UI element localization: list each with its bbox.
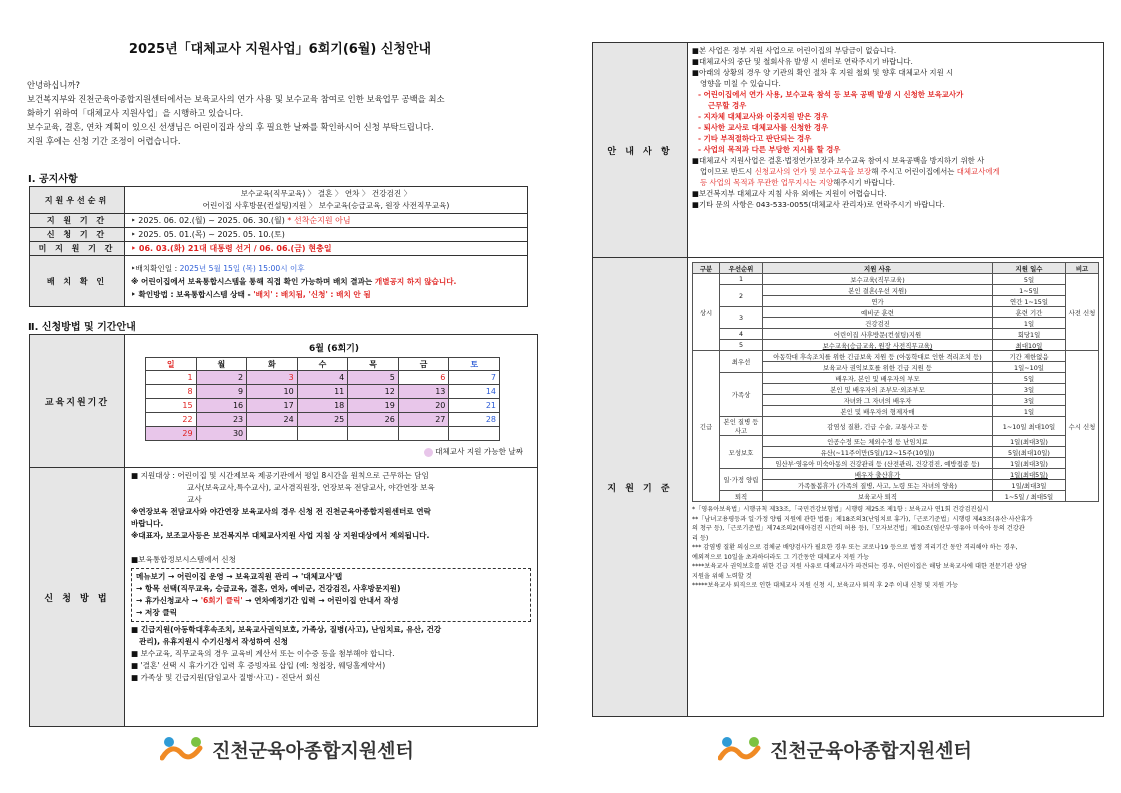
footnote-line: 예외적으로 10일을 초과하더라도 그 기간동안 대체교사 지원 가능 bbox=[692, 553, 870, 561]
days-cell: 1일 bbox=[993, 318, 1066, 329]
notice-reason: - 기타 부적절하다고 판단되는 경우 bbox=[698, 134, 812, 143]
priority-cell: 2 bbox=[720, 285, 763, 307]
edu-period-label: 교육지원기간 bbox=[30, 335, 125, 468]
calendar-day: 6 bbox=[398, 371, 449, 385]
group-cell: 일·가정 양립 bbox=[720, 469, 763, 491]
calendar-day: 2 bbox=[196, 371, 247, 385]
calendar-day bbox=[398, 427, 449, 441]
notice-line: ■아래의 상황의 경우 양 기관의 확인 절차 후 지원 철회 및 향후 대체교사 지원 시 bbox=[692, 68, 954, 77]
calendar-day: 22 bbox=[146, 413, 197, 427]
notice-line: ■대체교사의 중단 및 철회사유 발생 시 센터로 연락주시기 바랍니다. bbox=[692, 57, 913, 66]
calendar-day: 24 bbox=[247, 413, 298, 427]
legend-text: 대체교사 지원 가능한 날짜 bbox=[435, 447, 523, 456]
notice-emph: 신청교사의 연가 및 보수교육을 보장 bbox=[754, 167, 872, 176]
note-line: ※연장보육 전담교사와 야간연장 보육교사의 경우 신청 전 진천군육아종합지원센터로 연락 bbox=[131, 507, 431, 516]
calendar-day: 30 bbox=[196, 427, 247, 441]
priority-cell: 4 bbox=[720, 329, 763, 340]
reason-cell: 보육교사 퇴직 bbox=[763, 491, 993, 502]
days-cell: 훈련 기간 bbox=[993, 307, 1066, 318]
days-cell: 5일 bbox=[993, 373, 1066, 384]
priority-cell: 1 bbox=[720, 274, 763, 285]
priority-line: 어린이집 사후방문(컨설팅)지원 〉 보수교육(승급교육, 원장 사전직무교육) bbox=[202, 201, 450, 210]
days-cell: 1일/최대3일 bbox=[993, 480, 1066, 491]
days-cell: 5일(최대10일) bbox=[993, 447, 1066, 458]
days-cell: 1~5일 / 최대5일 bbox=[993, 491, 1066, 502]
group-cell: 최우선 bbox=[720, 351, 763, 373]
criteria-header: 우선순위 bbox=[720, 263, 763, 274]
period-text: 2025. 06. 02.(월) ~ 2025. 06. 30.(월) bbox=[138, 216, 285, 225]
days-cell: 연간 1~15일 bbox=[993, 296, 1066, 307]
intro-line: 안녕하십니까? bbox=[27, 80, 80, 90]
calendar-day: 13 bbox=[398, 385, 449, 399]
notice-table bbox=[29, 186, 528, 307]
days-cell: 최대10일 bbox=[993, 340, 1066, 351]
notice-line bbox=[692, 166, 1099, 177]
group-cell: 모성보호 bbox=[720, 436, 763, 469]
footnote-line: *****보육교사 퇴직으로 인한 대체교사 지원 신청 시, 보육교사 퇴직 후 2주 이내 신청 및 지원 가능 bbox=[692, 582, 959, 589]
reason-cell: 인공수정 또는 체외수정 등 난임치료 bbox=[763, 436, 993, 447]
category-urgent: 긴급 bbox=[693, 351, 720, 502]
confirm-text: 배치확인일 : bbox=[135, 263, 180, 273]
intro-line: 보건복지부와 진천군육아종합지원센터에서는 보육교사의 연가 사용 및 보수교육 참여로 인한 보육업무 공백을 최소 bbox=[27, 94, 445, 104]
calendar-day: 4 bbox=[297, 371, 348, 385]
calendar-day: 10 bbox=[247, 385, 298, 399]
calendar-day: 29 bbox=[146, 427, 197, 441]
weekday-header: 화 bbox=[247, 358, 298, 371]
calendar-day: 3 bbox=[247, 371, 298, 385]
weekday-header: 목 bbox=[348, 358, 399, 371]
days-cell: 1~5일 bbox=[993, 285, 1066, 296]
footnote-line: 지원을 위해 노력할 것 bbox=[692, 572, 752, 580]
period-label: 지 원 기 간 bbox=[30, 214, 125, 228]
criteria-table bbox=[692, 262, 1099, 502]
criteria-header: 구분 bbox=[693, 263, 720, 274]
weekday-header: 토 bbox=[449, 358, 500, 371]
step-line: → 항목 선택(직무교육, 승급교육, 결혼, 연차, 예비군, 건강검진, 사후방문지원) bbox=[136, 584, 401, 593]
days-cell: 1일 bbox=[993, 406, 1066, 417]
priority-value bbox=[125, 187, 528, 214]
notice-line: ■기타 문의 사항은 043-533-0055(대체교사 관리자)로 연락주시기 바랍니다. bbox=[692, 200, 945, 209]
confirm-date: 2025년 5월 15일 (목) 15:00시 이후 bbox=[179, 263, 305, 273]
note-anytime: 수시 신청 bbox=[1066, 351, 1099, 502]
criteria-header: 비고 bbox=[1066, 263, 1099, 274]
footnote-line: *** 감염병 질환 의심으로 검체균 배양검사가 필요한 경우 또는 코로나19 등으로 법정 격리기간 동안 격리해야 하는 경우, bbox=[692, 544, 1018, 551]
calendar-day: 23 bbox=[196, 413, 247, 427]
calendar-day: 27 bbox=[398, 413, 449, 427]
step-line bbox=[136, 595, 526, 607]
calendar-day: 19 bbox=[348, 399, 399, 413]
days-cell: 3일 bbox=[993, 395, 1066, 406]
section1-heading: Ⅰ. 공지사항 bbox=[28, 174, 78, 185]
confirm-emph: 개별공지 하지 않습니다. bbox=[374, 276, 457, 286]
center-logo-icon bbox=[718, 734, 764, 764]
right-table bbox=[592, 42, 1104, 717]
reason-cell: 보수교육(승급교육, 원장 사전직무교육) bbox=[763, 340, 993, 351]
center-logo bbox=[160, 734, 414, 764]
reason-cell: 예비군 훈련 bbox=[763, 307, 993, 318]
period-value: ‣ 2025. 06. 02.(월) ~ 2025. 06. 30.(월) * 선착순지원 아님 bbox=[125, 214, 528, 228]
notice-line: ■보건복지부 대체교사 지침 사유 외에는 지원이 어렵습니다. bbox=[692, 189, 887, 198]
center-logo-text: 진천군육아종합지원센터 bbox=[770, 739, 972, 762]
step-line: 메뉴보기 → 어린이집 운영 → 보육교직원 관리 → '대체교사'탭 bbox=[136, 572, 343, 581]
holiday-text: 06. 03.(화) 21대 대통령 선거 / 06. 06.(금) 현충일 bbox=[138, 244, 332, 253]
group-cell: 퇴직 bbox=[720, 491, 763, 502]
center-logo-text: 진천군육아종합지원센터 bbox=[212, 739, 414, 762]
footnote-line: 리 등) bbox=[692, 534, 709, 542]
notice-line: ■본 사업은 정부 지원 사업으로 어린이집의 부담금이 없습니다. bbox=[692, 46, 897, 55]
notice-emph: 등 사업의 목적과 무관한 업무지시는 지양 bbox=[700, 178, 834, 187]
footnotes bbox=[692, 505, 1099, 591]
criteria-header: 지원 일수 bbox=[993, 263, 1066, 274]
reason-cell: 가족돌봄휴가 (가족의 질병, 사고, 노령 또는 자녀의 양육) bbox=[763, 480, 993, 491]
method-table bbox=[29, 334, 538, 727]
calendar-day: 28 bbox=[449, 413, 500, 427]
priority-label: 지원우선순위 bbox=[30, 187, 125, 214]
intro-line: 지원 후에는 신청 기간 조정이 어렵습니다. bbox=[27, 136, 181, 146]
confirm-line bbox=[131, 275, 527, 288]
calendar-day: 20 bbox=[398, 399, 449, 413]
center-logo bbox=[718, 734, 972, 764]
intro-text bbox=[27, 78, 542, 148]
calendar-day bbox=[247, 427, 298, 441]
calendar-cell bbox=[125, 335, 538, 468]
calendar-day: 1 bbox=[146, 371, 197, 385]
priority-cell: 5 bbox=[720, 340, 763, 351]
days-cell: 1~10일 최대10일 bbox=[993, 417, 1066, 436]
notice-reason: - 어린이집에서 연가 사용, 보수교육 참석 등 보육 공백 발생 시 신청한 보육교사가 bbox=[698, 90, 964, 99]
target-line: 교사(보육교사,특수교사), 교사겸직원장, 연장보육 전담교사, 야간연장 보육 bbox=[187, 483, 435, 492]
target-line: ■ 지원대상 : 어린이집 및 시간제보육 제공기관에서 평일 8시간을 원칙으로 근무하는 담임 bbox=[131, 471, 429, 480]
apply-method-label: 신 청 방 법 bbox=[30, 468, 125, 727]
notice-reason: - 사업의 목적과 다른 부당한 지시를 할 경우 bbox=[698, 145, 841, 154]
priority-line: 보수교육(직무교육) 〉 결혼 〉 연차 〉 건강검진 〉 bbox=[240, 189, 412, 198]
notice-content bbox=[688, 43, 1104, 258]
calendar-legend bbox=[145, 446, 523, 457]
days-cell: 3일 bbox=[993, 384, 1066, 395]
reason-cell: 배우자, 본인 및 배우자의 부모 bbox=[763, 373, 993, 384]
step-text: → 휴가신청교사 → bbox=[136, 596, 199, 605]
step-line: → 저장 클릭 bbox=[136, 608, 177, 617]
holiday-label: 미 지 원 기 간 bbox=[30, 242, 125, 256]
reason-cell: 임산부·영유아 미숙아동의 건강관리 등 (산전관리, 건강검진, 예방접종 등) bbox=[763, 458, 993, 469]
reason-cell: 본인 및 배우자의 조부모·외조부모 bbox=[763, 384, 993, 395]
notice-emph: 대체교사에게 bbox=[956, 167, 1000, 176]
weekday-header: 월 bbox=[196, 358, 247, 371]
calendar-day bbox=[297, 427, 348, 441]
confirm-text: 확인방법 : 보육통합시스템 상태 - bbox=[138, 289, 254, 299]
confirm-label: 배 치 확 인 bbox=[30, 256, 125, 307]
days-cell: 1일~10일 bbox=[993, 362, 1066, 373]
reason-cell: 유산(~11주이만(5일)/12~15주(10일)) bbox=[763, 447, 993, 458]
step-text: → 연차예정기간 입력 → 어린이집 안내서 작성 bbox=[245, 596, 399, 605]
reason-cell: 감염성 질환, 긴급 수술, 교통사고 등 bbox=[763, 417, 993, 436]
calendar-day: 8 bbox=[146, 385, 197, 399]
reason-cell: 배우자 출산휴가 bbox=[763, 469, 993, 480]
calendar-day bbox=[348, 427, 399, 441]
calendar-day: 17 bbox=[247, 399, 298, 413]
reason-cell: 본인 및 배우자의 형제자매 bbox=[763, 406, 993, 417]
criteria-content bbox=[688, 258, 1104, 717]
intro-line: 보수교육, 결혼, 연차 계획이 있으신 선생님은 어린이집과 상의 후 필요한 날짜를 확인하시어 신청 부탁드립니다. bbox=[27, 122, 434, 132]
confirm-line: ‣배치확인일 : 2025년 5월 15일 (목) 15:00시 이후 bbox=[131, 263, 305, 273]
calendar-day bbox=[449, 427, 500, 441]
group-cell: 본인 질병 등 사고 bbox=[720, 417, 763, 436]
notice-text: 해주시기 바랍니다. bbox=[833, 178, 895, 187]
bullet-line: 관리), 유휴지원시 수기신청서 작성하여 신청 bbox=[139, 637, 288, 646]
days-cell: 기간 제한없음 bbox=[993, 351, 1066, 362]
days-cell: 1일(최대3일) bbox=[993, 458, 1066, 469]
note-line: ※대표자, 보조교사등은 보건복지부 대체교사지원 사업 지침 상 지원대상에서 제외됩니다. bbox=[131, 531, 430, 540]
footnote-line: **「남녀고용평등과 일·가정 양립 지원에 관한 법률」제18조의3(난임치료 휴가),「근로기준법」시행령 제43조(유산·사산휴가 bbox=[692, 515, 1033, 523]
priority-cell: 3 bbox=[720, 307, 763, 329]
calendar-day: 14 bbox=[449, 385, 500, 399]
note-line: 바랍니다. bbox=[131, 519, 164, 528]
legend-dot-icon bbox=[424, 448, 433, 457]
calendar-day: 16 bbox=[196, 399, 247, 413]
confirm-emph: '배치' : 배치됨, '신청' : 배치 안 됨 bbox=[253, 289, 371, 299]
reason-cell: 연가 bbox=[763, 296, 993, 307]
reason-cell: 본인 결혼(우선 지원) bbox=[763, 285, 993, 296]
notice-line: ■대체교사 지원사업은 결혼·법정연가보장과 보수교육 참여시 보육공백을 방지하기 위한 사 bbox=[692, 156, 985, 165]
confirm-line: ‣ 확인방법 : 보육통합시스템 상태 - '배치' : 배치됨, '신청' : 배치 안 됨 bbox=[131, 289, 371, 299]
weekday-header: 일 bbox=[146, 358, 197, 371]
calendar-day: 12 bbox=[348, 385, 399, 399]
notice-line: 영향을 미칠 수 있습니다. bbox=[700, 79, 781, 88]
apply-label: 신 청 기 간 bbox=[30, 228, 125, 242]
confirm-value bbox=[125, 256, 528, 307]
target-line: 교사 bbox=[187, 495, 202, 504]
days-cell: 회당1일 bbox=[993, 329, 1066, 340]
holiday-value: ‣ 06. 03.(화) 21대 대통령 선거 / 06. 06.(금) 현충일 bbox=[125, 242, 528, 256]
days-cell: 1일(최대5일) bbox=[993, 469, 1066, 480]
criteria-label: 지 원 기 준 bbox=[593, 258, 688, 717]
notice-text: 해 주시고 어린이집에서는 bbox=[871, 167, 957, 176]
bullet-line: ■ 가족상 및 긴급지원(담임교사 질병·사고) - 진단서 회신 bbox=[131, 673, 321, 682]
criteria-header: 지원 사유 bbox=[763, 263, 993, 274]
footnote-line: ****보육교사 권익보호를 위한 긴급 지원 사유로 대체교사가 파견되는 경우, 어린이집은 해당 보육교사에 대한 전문기관 상담 bbox=[692, 563, 1027, 570]
notice-line bbox=[692, 177, 1099, 188]
center-logo-icon bbox=[160, 734, 206, 764]
left-page bbox=[0, 0, 560, 793]
apply-value: ‣ 2025. 05. 01.(목) ~ 2025. 05. 10.(토) bbox=[125, 228, 528, 242]
reason-cell: 어린이집 사후방문(컨설팅)지원 bbox=[763, 329, 993, 340]
page-title: 2025년「대체교사 지원사업」6회기(6월) 신청안내 bbox=[128, 42, 432, 57]
calendar-day: 5 bbox=[348, 371, 399, 385]
footnote-line: 의 청구 등),「근로기준법」제74조의2(태아검진 시간의 허용 등),「모자보건법」제10조(임산부·영유아 미숙아 등의 건강관 bbox=[692, 525, 1025, 532]
period-note: * 선착순지원 아님 bbox=[287, 216, 351, 225]
calendar-day: 25 bbox=[297, 413, 348, 427]
category-normal: 상시 bbox=[693, 274, 720, 351]
days-cell: 1일(최대3일) bbox=[993, 436, 1066, 447]
calendar-day: 26 bbox=[348, 413, 399, 427]
system-line: ■보육통합정보시스템에서 신청 bbox=[131, 555, 236, 564]
bullet-line: ■ '결혼' 선택 시 휴가기간 입력 후 증빙자료 삽입 (예: 청첩장, 웨딩홀계약서) bbox=[131, 661, 386, 670]
note-prior: 사전 신청 bbox=[1066, 274, 1099, 351]
calendar-day: 7 bbox=[449, 371, 500, 385]
footnote-line: *「영유아보육법」시행규칙 제33조,「국민건강보험법」시행령 제25조 제1항 : 보육교사 연1회 건강검진실시 bbox=[692, 506, 989, 513]
steps-box bbox=[131, 568, 531, 622]
calendar-day: 9 bbox=[196, 385, 247, 399]
calendar-title: 6월 (6회기) bbox=[309, 344, 359, 354]
notice-reason: - 지자체 대체교사와 이중지원 받은 경우 bbox=[698, 112, 829, 121]
section2-heading: Ⅱ. 신청방법 및 기간안내 bbox=[28, 322, 136, 333]
notice-text: 업이므로 반드시 bbox=[700, 167, 755, 176]
bullet-line: ■ 보수교육, 직무교육의 경우 교육비 계산서 또는 이수증 등을 첨부해야 합니다. bbox=[131, 649, 395, 658]
reason-cell: 보수교육(직무교육) bbox=[763, 274, 993, 285]
weekday-header: 수 bbox=[297, 358, 348, 371]
reason-cell: 건강검진 bbox=[763, 318, 993, 329]
step-emph: '6회기 클릭' bbox=[200, 596, 243, 605]
intro-line: 화하기 위하여「대체교사 지원사업」을 시행하고 있습니다. bbox=[27, 108, 244, 118]
notice-reason: 근무할 경우 bbox=[708, 101, 747, 110]
reason-cell: 아동학대 후속조치를 위한 긴급보육 지원 등 (아동학대로 인한 격리조치 등) bbox=[763, 351, 993, 362]
apply-text: 2025. 05. 01.(목) ~ 2025. 05. 10.(토) bbox=[138, 230, 285, 239]
right-page bbox=[560, 0, 1121, 793]
calendar-day: 15 bbox=[146, 399, 197, 413]
group-cell: 가족상 bbox=[720, 373, 763, 417]
apply-method-content bbox=[125, 468, 538, 727]
calendar bbox=[145, 357, 500, 441]
notice-reason: - 퇴사한 교사로 대체교사를 신청한 경우 bbox=[698, 123, 829, 132]
reason-cell: 보육교사 권익보호를 위한 긴급 지원 등 bbox=[763, 362, 993, 373]
confirm-text: ※ 어린이집에서 보육통합시스템을 통해 직접 확인 가능하며 배치 결과는 bbox=[131, 276, 375, 286]
calendar-day: 11 bbox=[297, 385, 348, 399]
days-cell: 5일 bbox=[993, 274, 1066, 285]
bullet-line: ■ 긴급지원(아동학대후속조치, 보육교사권익보호, 가족상, 질병(사고), 난임치료, 유산, 건강 bbox=[131, 625, 442, 634]
calendar-day: 18 bbox=[297, 399, 348, 413]
notice-label: 안 내 사 항 bbox=[593, 43, 688, 258]
weekday-header: 금 bbox=[398, 358, 449, 371]
reason-cell: 자녀와 그 자녀의 배우자 bbox=[763, 395, 993, 406]
calendar-day: 21 bbox=[449, 399, 500, 413]
